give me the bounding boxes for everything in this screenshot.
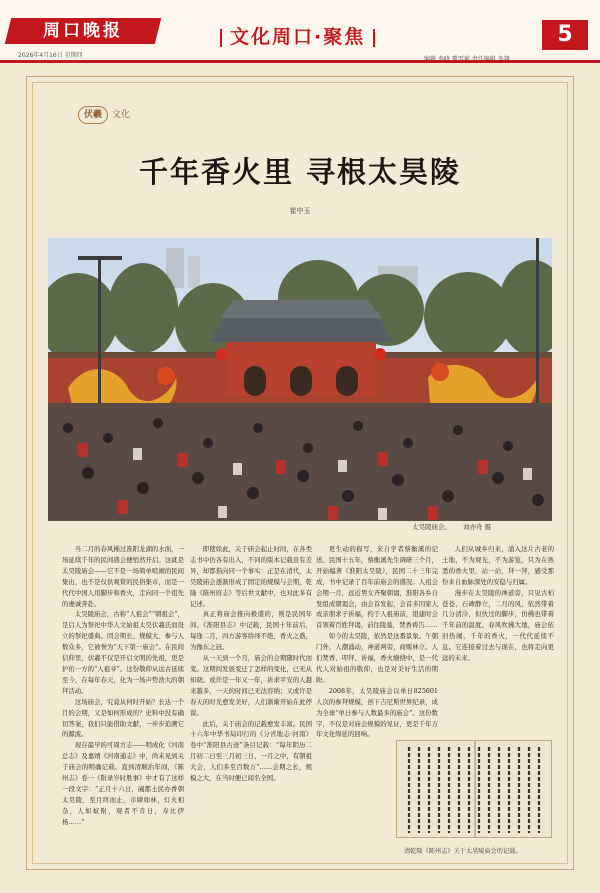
article-column-4 bbox=[442, 544, 554, 664]
paragraph: 漫步在太昊陵的神道旁，只见古柏苍苍，石碑静立，二月的风，依然带着几分清冷，但伙过的脚步，仿佛也带着千年前的温度。春风吹拂大地，庙会依旧热闹，千年的香火，一代代延续不息。它连接着过去与现在，也将走向更远的未来。 bbox=[442, 588, 554, 663]
historical-document-image bbox=[396, 740, 552, 838]
photo-caption-text: 太昊陵庙会。 bbox=[412, 523, 451, 531]
column-tag bbox=[78, 106, 130, 124]
masthead bbox=[0, 0, 600, 60]
document-caption: 清乾隆《陈州志》关于太昊陵庙会的记载。 bbox=[404, 848, 522, 855]
paragraph: 如今的太昊陵，依然是这番景象。午朝门外，人潮涌动，神道两旁，商贩林立。人们焚香、叩拜、祈福，香火缭绕中，是一代代人对始祖的敬仰，也是对美好生活的期盼。 bbox=[316, 632, 438, 684]
column-subtitle: 文化 bbox=[112, 110, 131, 120]
paragraph: 真正将庙会推向极盛的，则是民国年间。《淮阳县志》中记载，民国十年前后，每逢二月，四方游客络绎不绝，香火之盛，为豫东之冠。 bbox=[190, 610, 312, 652]
paragraph: 人们从城乡归来，涌入这片古老的土地，不为观光，不为游览，只为在熟悉的香火里，站一站，拜一拜，感受那份来自血脉深处的安稳与归属。 bbox=[442, 545, 554, 586]
paragraph: 2008年，太昊陵庙会以单日825601人次的参拜规模，创下吉尼斯世界纪录，成为全球“单日参与人数最多的庙会”。这份数字，不仅是对庙会规模的见证，更是千年万年文化绵延的回响。 bbox=[316, 686, 438, 739]
temple-fair-photo-illustration bbox=[48, 238, 552, 521]
issue-date: 2026年4月16日 星期四 bbox=[18, 52, 83, 59]
article-column-1 bbox=[62, 544, 184, 828]
article-byline: 崔中玉 bbox=[289, 207, 311, 215]
historical-document-illustration bbox=[397, 741, 552, 838]
paragraph: 此后，关于庙会的记载愈发丰富。民国十六年中华书局印行的《分省地志·河南》卷中“淮阳县古迹”条目记载：“每年阴历二月初二日至三月初三日，一月之中，有朝祖大会，人们多至百数万”……会期之长，规模之大，在当时便已闻名全国。 bbox=[190, 719, 312, 783]
masthead-divider bbox=[0, 60, 600, 63]
newspaper-logo bbox=[5, 18, 161, 44]
photographer-credit: 刘亦舟 摄 bbox=[463, 523, 492, 531]
paper-name: 周口晚报 bbox=[43, 21, 123, 41]
article-column-3 bbox=[316, 544, 438, 740]
article-headline: 千年香火里 寻根太昊陵 bbox=[138, 155, 462, 189]
page-number: 5 bbox=[542, 20, 588, 50]
paragraph: 从一天到一个月，庙会的会期随时代而变。这期间发展变迁了怎样的变化，已无从知晓。或许是一年又一年，祈求平安的人越来越多，一天的时间已无法容纳；又或许是春天的时光愈发美好，人们渐渐开始在此停留。 bbox=[190, 654, 312, 717]
paragraph: 这场庙会，究竟从何时开始？长达一个月的会期，又是如何形成的？史料中没有确切答案，我们只能借助文献，一步步追溯它的源流。 bbox=[62, 697, 184, 739]
paragraph: 当二月的春风拂过淮阳龙湖的水面，一场延续千年的民间盛会便悄然开启。这就是太昊陵庙会——它不是一场简单喧闹的民间集出，也不是仅供观赏的民俗集市，而是一代代中国人用脚步和香火，走向同一个祖先的虔诚奔赴。 bbox=[62, 545, 184, 608]
article-column-2 bbox=[190, 544, 312, 784]
paragraph: 即使如此，关于庙会起止时间，在各类志书中仍各有出入，不同的版本记载虽有差异，却都指向同一个事实：正是在清代，太昊陵庙会逐渐形成了固定的规模与会期，乾隆《陈州府志》等后世文献中，也对此多有记述。 bbox=[190, 545, 312, 608]
temple-fair-photo bbox=[48, 238, 552, 521]
paragraph: 现存最早的可周方志——明成化《河南总志》及嘉靖《河南通志》中，尚未见到关于庙会的明确记载。直到清顺治年间，《陈州志》卷一《附录岁时胜事》中才有了这样一段文字：“正月十六日，阖郡士民办香朝太昊陵，至月终而止，市肆如林，灯火相杂，人如蚁附，观者不肯日，寿比伊杨……” bbox=[62, 741, 184, 826]
paragraph: 更生动的描写，来自学者蔡衡溪的记述。民国十五年，蔡衡溪先生调研三个月，开始编著《淮阳太昊陵》，民国二十三年完成，书中记录了百年前庙会的盛况。人祖会会期一月，远近男女齐聚朝谒，淮阳各乡自发组成朝谒会，由会首发起，会首多因家人或亲朋求子祈福，约于人祖庙前，组建时会首领着百姓拜谒，前往陵墓，焚香祷告…… bbox=[316, 545, 438, 630]
edition-title: 文化周口·聚焦 bbox=[212, 22, 383, 49]
photo-caption bbox=[412, 522, 491, 531]
column-tag-label: 伏羲 bbox=[78, 106, 108, 124]
paragraph: 太昊陵庙会，古称“人祖会”“朝祖会”，是启人为祭祀中华人文始祖太昊伏羲氏而设立的祭祀盛典。因会期长、规模大、参与人数众多，它被誉为“天下第一庙会”。在民间信仰里，伏羲不仅是开启文明的先祖，更是护佑一方的“人祖爷”。这份敬仰从远古延续至今，在每年春天，化为一场声势浩大的朝拜活动。 bbox=[62, 610, 184, 695]
